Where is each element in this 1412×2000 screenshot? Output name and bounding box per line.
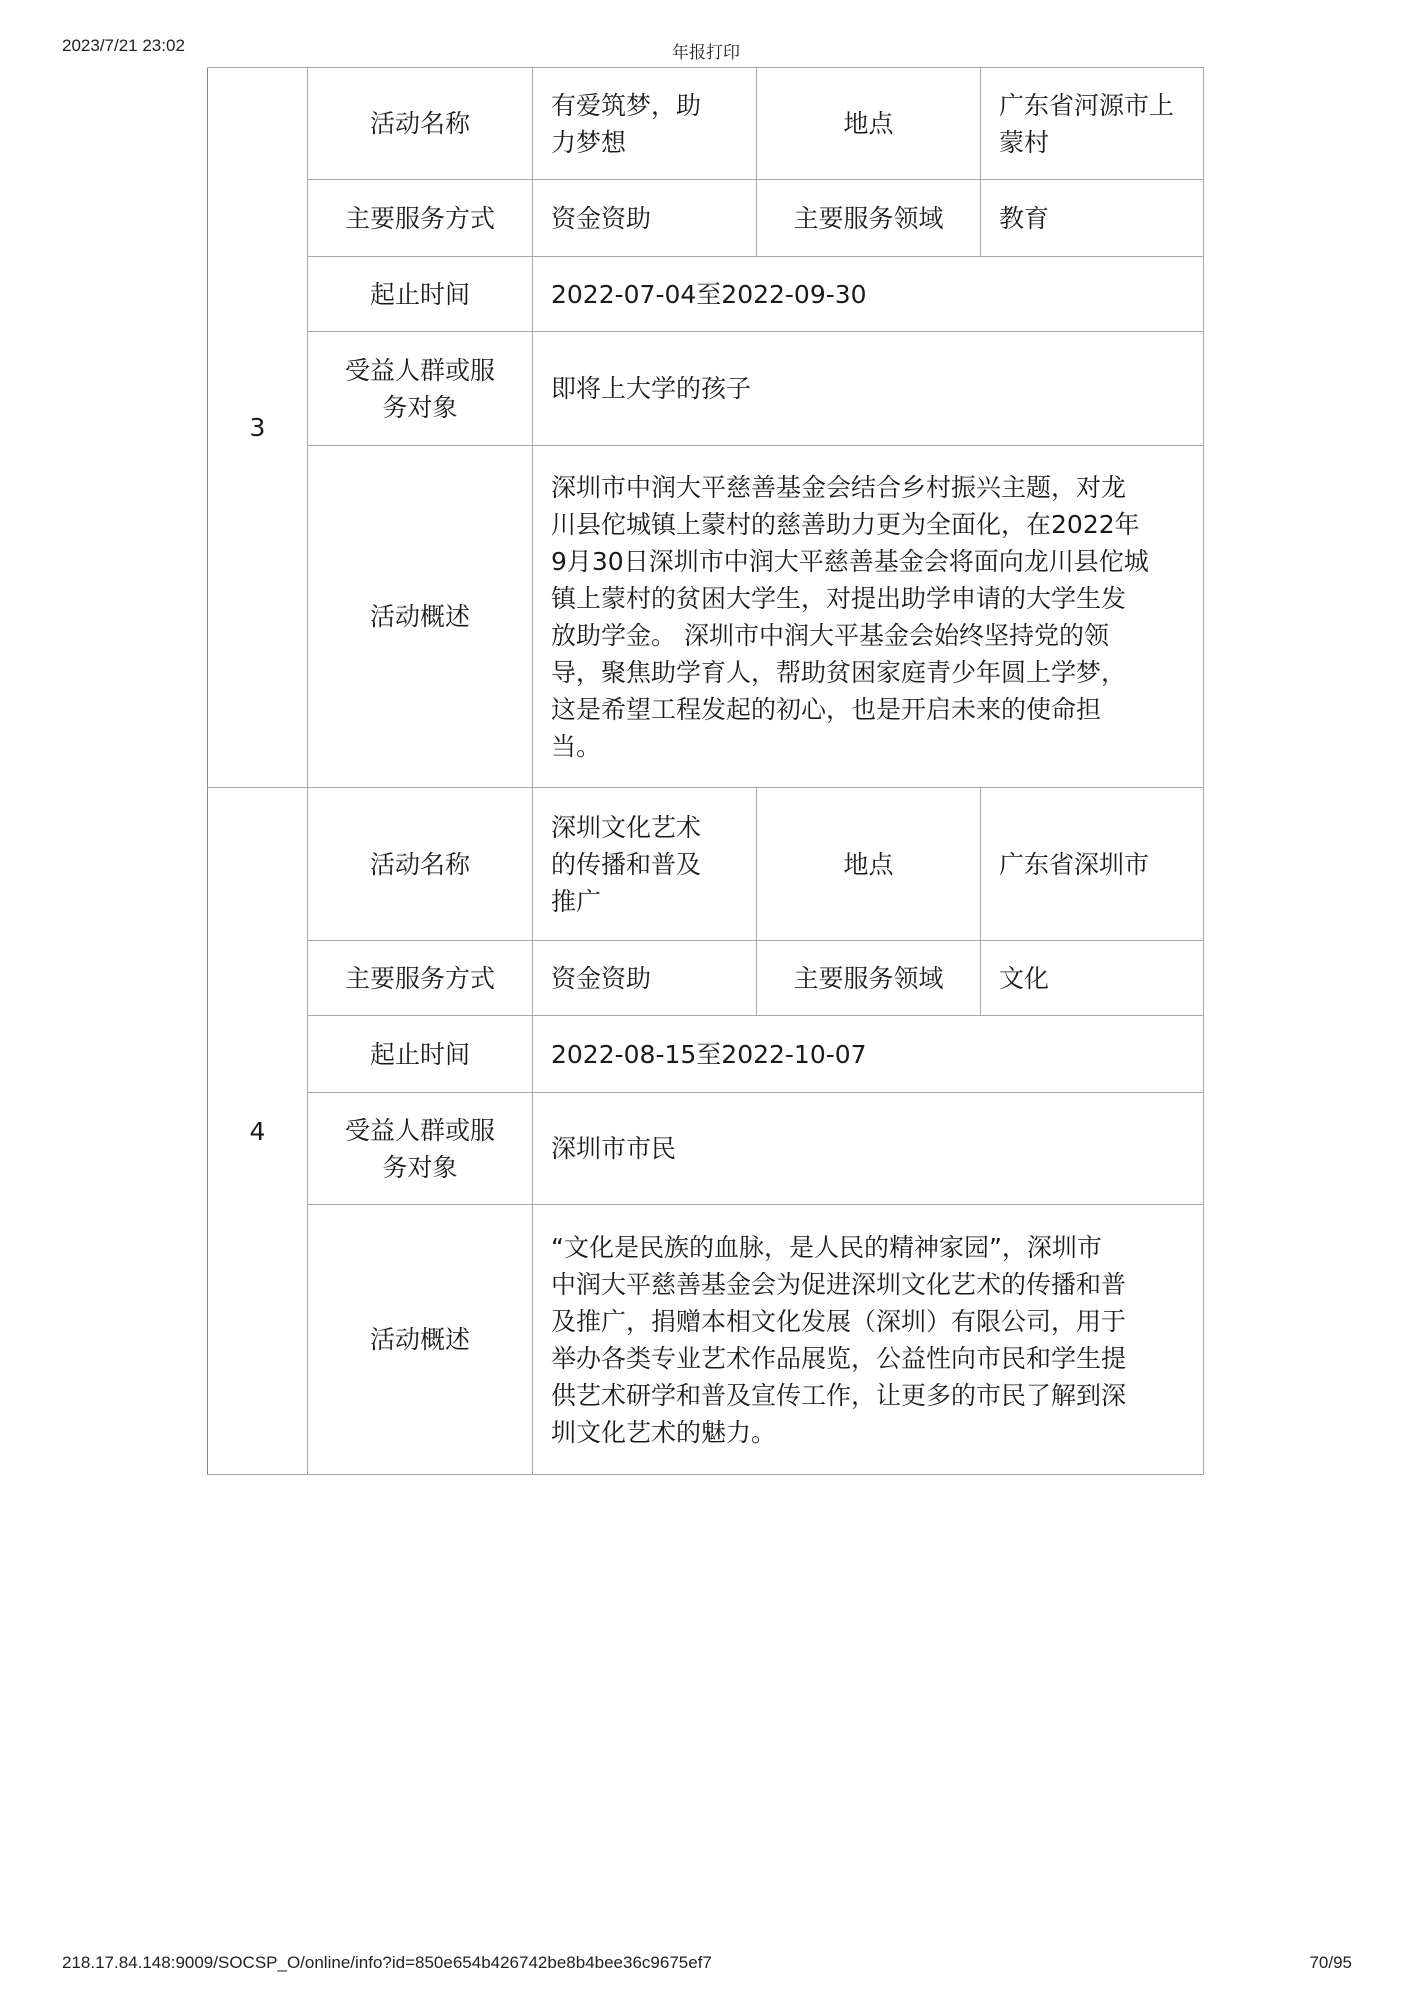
period-value: 2022-07-04至2022-09-30 xyxy=(533,257,1204,332)
table-row xyxy=(208,941,1204,1016)
table-row xyxy=(208,1205,1204,1475)
table-row xyxy=(208,1016,1204,1093)
table-row xyxy=(208,788,1204,941)
activity-table xyxy=(207,67,1204,1475)
period-value: 2022-08-15至2022-10-07 xyxy=(533,1016,1204,1093)
table-row xyxy=(208,180,1204,257)
label-period: 起止时间 xyxy=(308,257,533,332)
service-field-value: 文化 xyxy=(981,941,1204,1016)
page-number: 70/95 xyxy=(1309,1953,1352,1972)
label-service-mode: 主要服务方式 xyxy=(308,941,533,1016)
label-beneficiaries: 受益人群或服 务对象 xyxy=(308,332,533,446)
label-beneficiaries: 受益人群或服 务对象 xyxy=(308,1093,533,1205)
label-activity-name: 活动名称 xyxy=(308,788,533,941)
activity-name-value: 有爱筑梦，助 力梦想 xyxy=(533,68,757,180)
label-location: 地点 xyxy=(757,68,981,180)
label-service-field: 主要服务领域 xyxy=(757,941,981,1016)
label-service-mode: 主要服务方式 xyxy=(308,180,533,257)
table-row xyxy=(208,68,1204,180)
label-summary: 活动概述 xyxy=(308,1205,533,1475)
table-row xyxy=(208,257,1204,332)
page-url: 218.17.84.148:9009/SOCSP_O/online/info?id=850e654b426742be8b4bee36c9675ef7 xyxy=(62,1953,712,1972)
label-summary: 活动概述 xyxy=(308,446,533,788)
beneficiaries-value: 即将上大学的孩子 xyxy=(533,332,1204,446)
print-datetime: 2023/7/21 23:02 xyxy=(62,36,185,55)
beneficiaries-value: 深圳市市民 xyxy=(533,1093,1204,1205)
label-location: 地点 xyxy=(757,788,981,941)
label-activity-name: 活动名称 xyxy=(308,68,533,180)
service-mode-value: 资金资助 xyxy=(533,180,757,257)
table-row xyxy=(208,446,1204,788)
location-value: 广东省河源市上 蒙村 xyxy=(981,68,1204,180)
activity-name-value: 深圳文化艺术 的传播和普及 推广 xyxy=(533,788,757,941)
page-title: 年报打印 xyxy=(672,43,740,62)
location-value: 广东省深圳市 xyxy=(981,788,1204,941)
record-index: 4 xyxy=(208,788,308,1475)
service-mode-value: 资金资助 xyxy=(533,941,757,1016)
service-field-value: 教育 xyxy=(981,180,1204,257)
table-row xyxy=(208,1093,1204,1205)
label-service-field: 主要服务领域 xyxy=(757,180,981,257)
record-index: 3 xyxy=(208,68,308,788)
label-period: 起止时间 xyxy=(308,1016,533,1093)
summary-value: “文化是民族的血脉，是人民的精神家园”，深圳市 中润大平慈善基金会为促进深圳文化艺术的传播和普 及推广，捐赠本相文化发展（深圳）有限公司，用于 举办各类专业艺术作品展览，公益性向市民和学生提 供艺术研学和普及宣传工作，让更多的市民了解到深 圳文化艺术的魅力。 xyxy=(533,1205,1204,1475)
summary-value: 深圳市中润大平慈善基金会结合乡村振兴主题，对龙 川县佗城镇上蒙村的慈善助力更为全面化，在2022年 9月30日深圳市中润大平慈善基金会将面向龙川县佗城 镇上蒙村的贫困大学生，对提出助学申请的大学生发 放助学金。 深圳市中润大平基金会始终坚持党的领 导，聚焦助学育人，帮助贫困家庭青少年圆上学梦， 这是希望工程发起的初心，也是开启未来的使命担 当。 xyxy=(533,446,1204,788)
table-row xyxy=(208,332,1204,446)
